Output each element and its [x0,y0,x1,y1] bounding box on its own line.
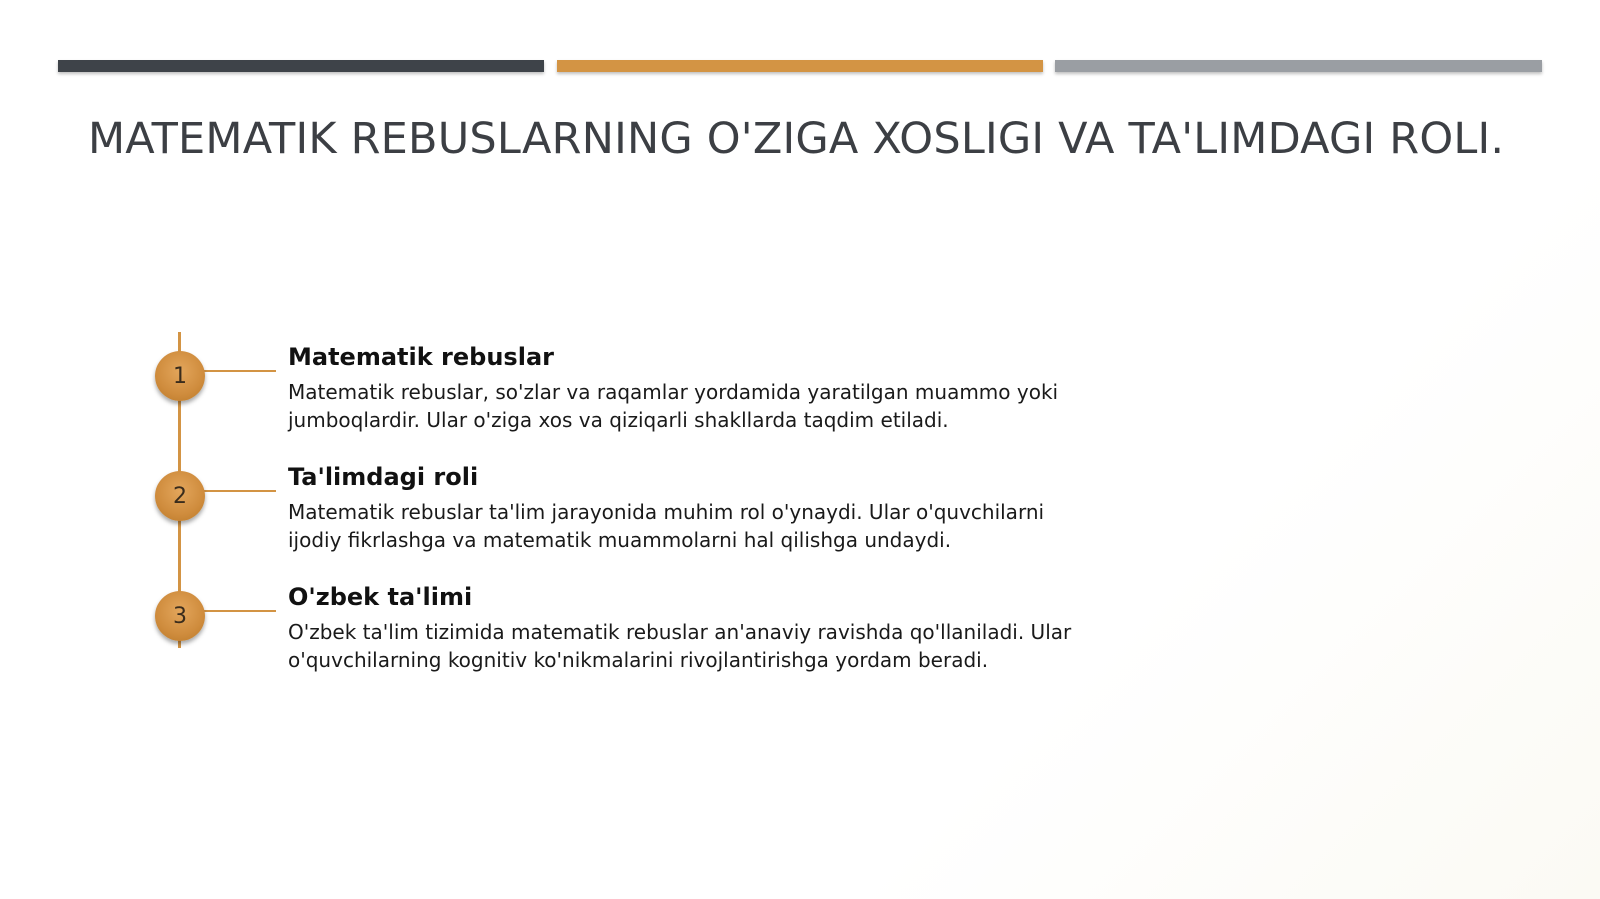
timeline-item-text: Matematik rebuslar, so'zlar va raqamlar yordamida yaratilgan muammo yoki jumboqlardir. Ular o'ziga xos va qiziqarli shakllarda taqdim etiladi. [288,380,1059,432]
slide-title: MATEMATIK REBUSLARNING O'ZIGA XOSLIGI VA TA'LIMDAGI ROLI. [88,114,1505,164]
timeline-marker-3 [155,591,205,641]
timeline-item-title: Matematik rebuslar [288,343,554,371]
timeline-item-title: O'zbek ta'limi [288,583,473,611]
timeline-item-text: O'zbek ta'lim tizimida matematik rebuslar an'anaviy ravishda qo'llaniladi. Ular o'quvchilarning kognitiv ko'nikmalarini rivojlantirishga yordam beradi. [288,620,1072,672]
timeline-connector-1 [200,370,276,372]
header-bar-dark [58,60,544,72]
header-bar-orange [557,60,1043,72]
timeline-item-text: Matematik rebuslar ta'lim jarayonida muhim rol o'ynaydi. Ular o'quvchilarni ijodiy fikrlashga va matematik muammolarni hal qilishga undaydi. [288,500,1045,552]
timeline-marker-2 [155,471,205,521]
timeline-marker-number: 1 [173,363,187,389]
timeline-marker-number: 3 [173,603,187,629]
timeline-connector-3 [200,610,276,612]
timeline-item-title: Ta'limdagi roli [288,463,479,491]
timeline-marker-1 [155,351,205,401]
header-bar-gray [1055,60,1542,72]
timeline-connector-2 [200,490,276,492]
timeline-marker-number: 2 [173,483,187,509]
